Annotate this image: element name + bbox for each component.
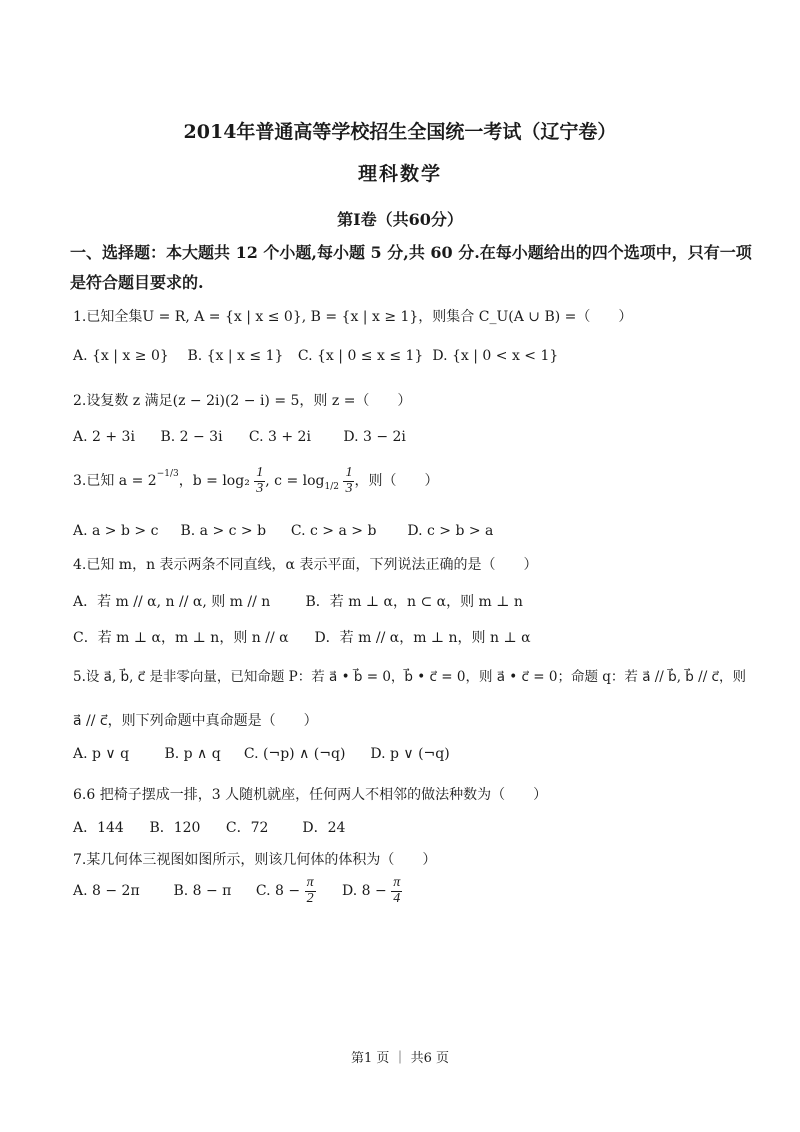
question-2-options: [73, 429, 406, 445]
option-a: A. 8 − 2π: [73, 883, 140, 900]
question-1-stem: 1.已知全集U = R, A = {x | x ≤ 0}, B = {x | x ≥ 1}，则集合 C_U(A ∪ B) =（ ）: [73, 309, 633, 325]
option-a: A．144: [73, 820, 124, 836]
q3-prefix: 3.已知 a = 2: [73, 473, 157, 490]
option-b: B. 8 − π: [173, 883, 232, 900]
part-heading: 第Ⅰ卷（共60分）: [337, 210, 463, 229]
exam-title: 2014年普通高等学校招生全国统一考试（辽宁卷）: [183, 121, 617, 143]
option-b: B. {x | x ≤ 1}: [187, 348, 284, 364]
option-a: A. 2 + 3i: [73, 429, 135, 445]
question-6-stem: 6.6 把椅子摆成一排，3 人随机就座，任何两人不相邻的做法种数为（ ）: [73, 787, 548, 803]
question-6-options: [73, 817, 345, 837]
q3-log-base: 1/2: [324, 481, 339, 492]
option-b: B．若 m ⊥ α，n ⊂ α，则 m ⊥ n: [305, 594, 523, 610]
q3-mid2: , c = log: [265, 473, 325, 490]
option-c: C. c > a > b: [290, 523, 377, 539]
question-7-options: [73, 876, 402, 906]
option-d: D. 8 −: [342, 883, 387, 900]
question-2-stem: 2.设复数 z 满足(z − 2i)(2 − i) = 5，则 z =（ ）: [73, 393, 412, 409]
option-d: D. c > b > a: [407, 523, 494, 539]
question-5-stem: 5.设 a⃗, b⃗, c⃗ 是非零向量，已知命题 P：若 a⃗ • b⃗ = 0，b⃗ • c⃗ = 0，则 a⃗ • c⃗ = 0；命题 q：若 a⃗ // b⃗, b⃗ // c⃗，则: [73, 669, 746, 685]
option-c: C．若 m ⊥ α，m ⊥ n，则 n // α: [73, 630, 289, 646]
exam-subtitle: 理科数学: [357, 163, 442, 185]
question-4-stem: 4.已知 m，n 表示两条不同直线，α 表示平面，下列说法正确的是（ ）: [73, 557, 538, 573]
question-7-stem: 7.某几何体三视图如图所示，则该几何体的体积为（ ）: [73, 852, 437, 868]
option-a: A. a > b > c: [73, 523, 159, 539]
option-a: A. p ∨ q: [73, 746, 130, 762]
option-d: D. p ∨ (¬q): [370, 746, 450, 762]
q3-mid: ，b = log₂: [178, 473, 250, 490]
option-c: C．72: [225, 820, 269, 836]
option-c: C. {x | 0 ≤ x ≤ 1}: [297, 348, 424, 364]
question-5-stem-cont: a⃗ // c⃗，则下列命题中真命题是（ ）: [73, 713, 318, 729]
option-c: C. (¬p) ∧ (¬q): [243, 746, 346, 762]
option-c: C. 8 −: [255, 883, 301, 900]
question-3-options: [73, 523, 493, 539]
question-3-stem: [73, 466, 438, 496]
page-footer: 第1 页 ｜ 共6 页: [350, 1051, 450, 1066]
q3-exponent: −1/3: [156, 468, 179, 479]
option-c: C. 3 + 2i: [248, 429, 311, 445]
option-d: D．若 m // α，m ⊥ n，则 n ⊥ α: [314, 630, 531, 646]
q3-fraction-b: $\frac{1}{3}$: [256, 465, 264, 496]
option-d: D. 3 − 2i: [343, 429, 406, 445]
option-a: A．若 m // α, n // α, 则 m // n: [73, 594, 271, 610]
option-b: B. 2 − 3i: [160, 429, 223, 445]
option-a: A. {x | x ≥ 0}: [73, 348, 169, 364]
section-instruction-line2: 是符合题目要求的.: [70, 273, 204, 292]
option-c-fraction: $\frac{\pi}{2}$: [306, 875, 314, 906]
question-4-options-row1: [73, 591, 523, 611]
option-b: B. p ∧ q: [164, 746, 221, 762]
question-4-options-row2: [73, 627, 531, 647]
q3-fraction-c: $\frac{1}{3}$: [345, 465, 353, 496]
option-d-fraction: $\frac{\pi}{4}$: [393, 875, 401, 906]
q3-suffix: ，则（ ）: [354, 473, 439, 490]
option-b: B．120: [149, 820, 201, 836]
section-instruction-line1: 一、选择题：本大题共 12 个小题,每小题 5 分,共 60 分.在每小题给出的四个选项中，只有一项: [70, 243, 752, 262]
option-d: D．24: [302, 820, 346, 836]
question-1-options: [73, 348, 558, 364]
option-d: D. {x | 0 < x < 1}: [432, 348, 559, 364]
option-b: B. a > c > b: [180, 523, 267, 539]
question-5-options: [73, 746, 450, 762]
